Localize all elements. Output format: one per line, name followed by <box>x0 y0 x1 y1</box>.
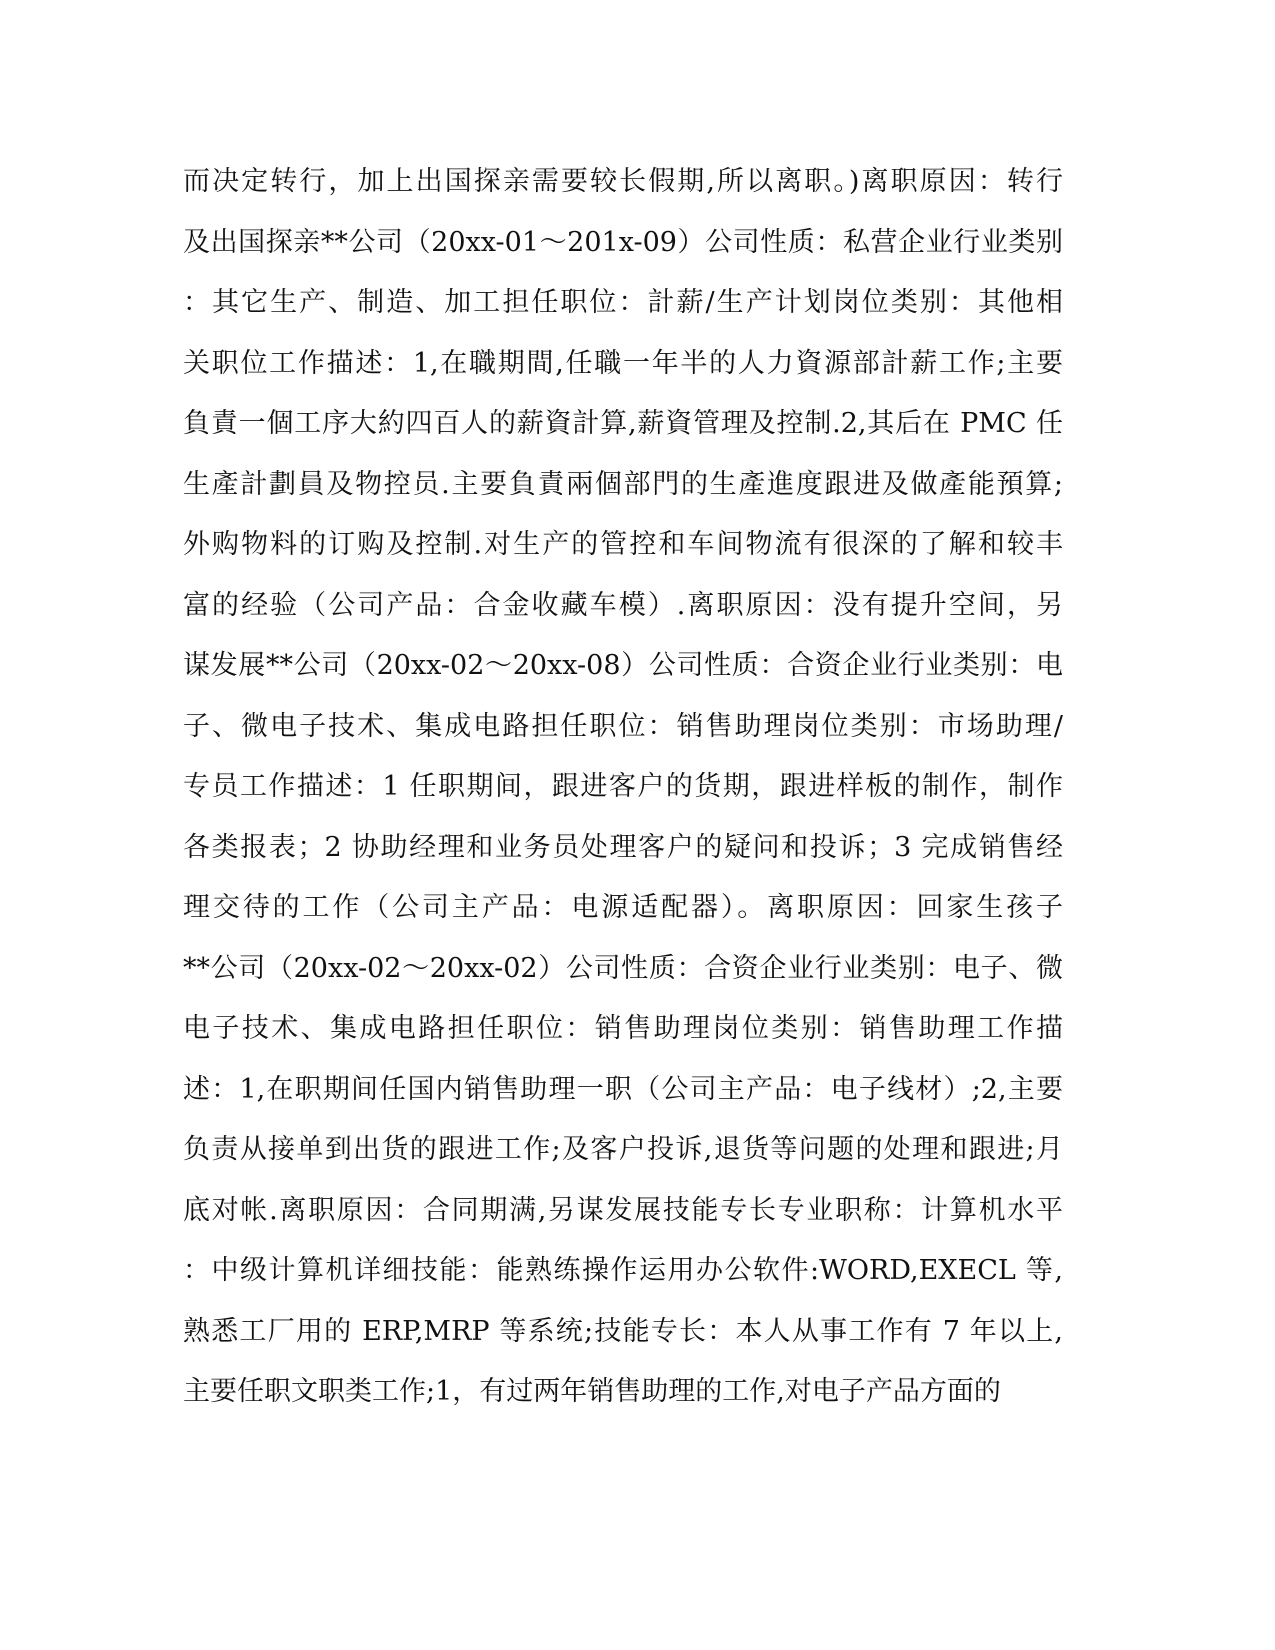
text-line-2: 及出国探亲**公司（20xx-01～201x-09）公司性质：私营企业行业类别 <box>183 226 1063 258</box>
text-line-20: 熟悉工厂用的 ERP,MRP 等系统;技能专长：本人从事工作有 7 年以上, <box>183 1315 1063 1347</box>
body-text <box>183 160 1063 1431</box>
text-line-4: 关职位工作描述：1,在職期間,任職一年半的人力資源部計薪工作;主要 <box>183 347 1063 379</box>
text-line-6: 生產計劃員及物控员.主要負責兩個部門的生產進度跟进及做產能預算; <box>183 468 1063 500</box>
text-line-19: ：中级计算机详细技能：能熟练操作运用办公软件:WORD,EXECL 等, <box>183 1255 1063 1286</box>
text-line-1: 而决定转行，加上出国探亲需要较长假期,所以离职。)离职原因：转行 <box>183 166 1063 197</box>
text-line-11: 专员工作描述：1 任职期间，跟进客户的货期，跟进样板的制作，制作 <box>183 771 1063 802</box>
text-line-13: 理交待的工作（公司主产品：电源适配器）。离职原因：回家生孩子 <box>183 892 1063 923</box>
text-line-21: 主要任职文职类工作;1，有过两年销售助理的工作,对电子产品方面的 <box>183 1376 1001 1407</box>
text-line-16: 述：1,在职期间任国内销售助理一职（公司主产品：电子线材）;2,主要 <box>183 1073 1063 1105</box>
text-line-9: 谋发展**公司（20xx-02～20xx-08）公司性质：合资企业行业类别：电 <box>183 650 1063 681</box>
text-line-17: 负责从接单到出货的跟进工作;及客户投诉,退货等问题的处理和跟进;月 <box>183 1134 1063 1165</box>
text-line-5: 負責一個工序大約四百人的薪資計算,薪資管理及控制.2,其后在 PMC 任 <box>183 408 1063 439</box>
text-line-3: ：其它生产、制造、加工担任职位：計薪/生产计划岗位类别：其他相 <box>183 287 1063 318</box>
text-line-12: 各类报表；2 协助经理和业务员处理客户的疑问和投诉；3 完成销售经 <box>183 831 1063 863</box>
text-line-15: 电子技术、集成电路担任职位：销售助理岗位类别：销售助理工作描 <box>183 1013 1063 1044</box>
text-line-14: **公司（20xx-02～20xx-02）公司性质：合资企业行业类别：电子、微 <box>183 952 1063 984</box>
text-line-18: 底对帐.离职原因：合同期满,另谋发展技能专长专业职称：计算机水平 <box>183 1194 1063 1226</box>
text-line-10: 子、微电子技术、集成电路担任职位：销售助理岗位类别：市场助理/ <box>183 710 1063 742</box>
text-line-7: 外购物料的订购及控制.对生产的管控和车间物流有很深的了解和较丰 <box>183 529 1063 560</box>
text-line-8: 富的经验（公司产品：合金收藏车模）.离职原因：没有提升空间，另 <box>183 589 1063 621</box>
